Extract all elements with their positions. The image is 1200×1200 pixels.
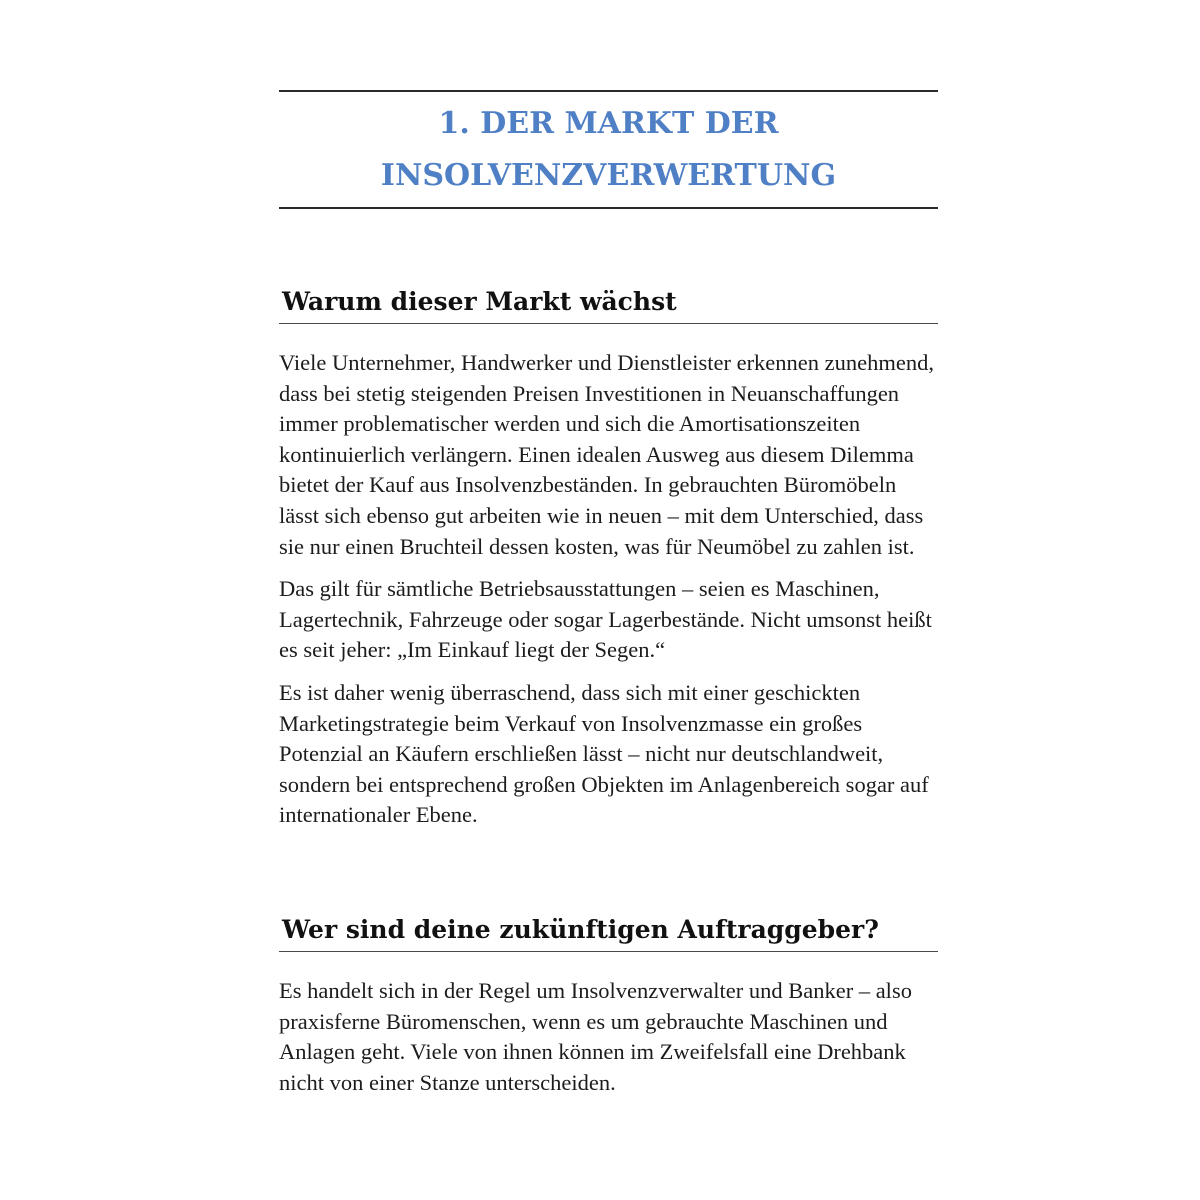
- section-future-clients: [279, 913, 938, 1098]
- section-body: [279, 348, 938, 831]
- section-why-market-grows: [279, 285, 938, 831]
- section-title: Warum dieser Markt wächst: [279, 285, 938, 324]
- paragraph: Viele Unternehmer, Handwerker und Dienstleister erkennen zunehmend, dass bei stetig steigenden Preisen Investitionen in Neuanschaffungen immer problematischer werden und sich die Amortisationszeiten kontinuierlich verlängern. Einen idealen Ausweg aus diesem Dilemma bietet der Kauf aus Insolvenzbeständen. In gebrauchten Büromöbeln lässt sich ebenso gut arbeiten wie in neuen – mit dem Unterschied, dass sie nur einen Bruchteil dessen kosten, was für Neumöbel zu zahlen ist.: [279, 350, 934, 559]
- section-title: Wer sind deine zukünftigen Auftraggeber?: [279, 913, 938, 952]
- paragraph: Das gilt für sämtliche Betriebsausstattungen – seien es Maschinen, Lagertechnik, Fahrzeuge oder sogar Lagerbestände. Nicht umsonst heißt es seit jeher: „Im Einkauf liegt der Segen.“: [279, 576, 932, 663]
- chapter-title-line-2: INSOLVENZVERWERTUNG: [380, 158, 837, 193]
- chapter-title-line-1: 1. DER MARKT DER: [438, 106, 779, 141]
- section-body: [279, 976, 938, 1098]
- chapter-title: [279, 98, 938, 202]
- document-page: [279, 90, 938, 1110]
- paragraph: Es handelt sich in der Regel um Insolvenzverwalter und Banker – also praxisferne Büromenschen, wenn es um gebrauchte Maschinen und Anlagen geht. Viele von ihnen können im Zweifelsfall eine Drehbank nicht von einer Stanze unterscheiden.: [279, 977, 912, 1095]
- chapter-heading: [279, 90, 938, 209]
- paragraph: Es ist daher wenig überraschend, dass sich mit einer geschickten Marketingstrategie beim Verkauf von Insolvenzmasse ein großes Potenzial an Käufern erschließen lässt – nicht nur deutschlandweit, sondern bei entsprechend großen Objekten im Anlagenbereich sogar auf internationaler Ebene.: [279, 679, 929, 828]
